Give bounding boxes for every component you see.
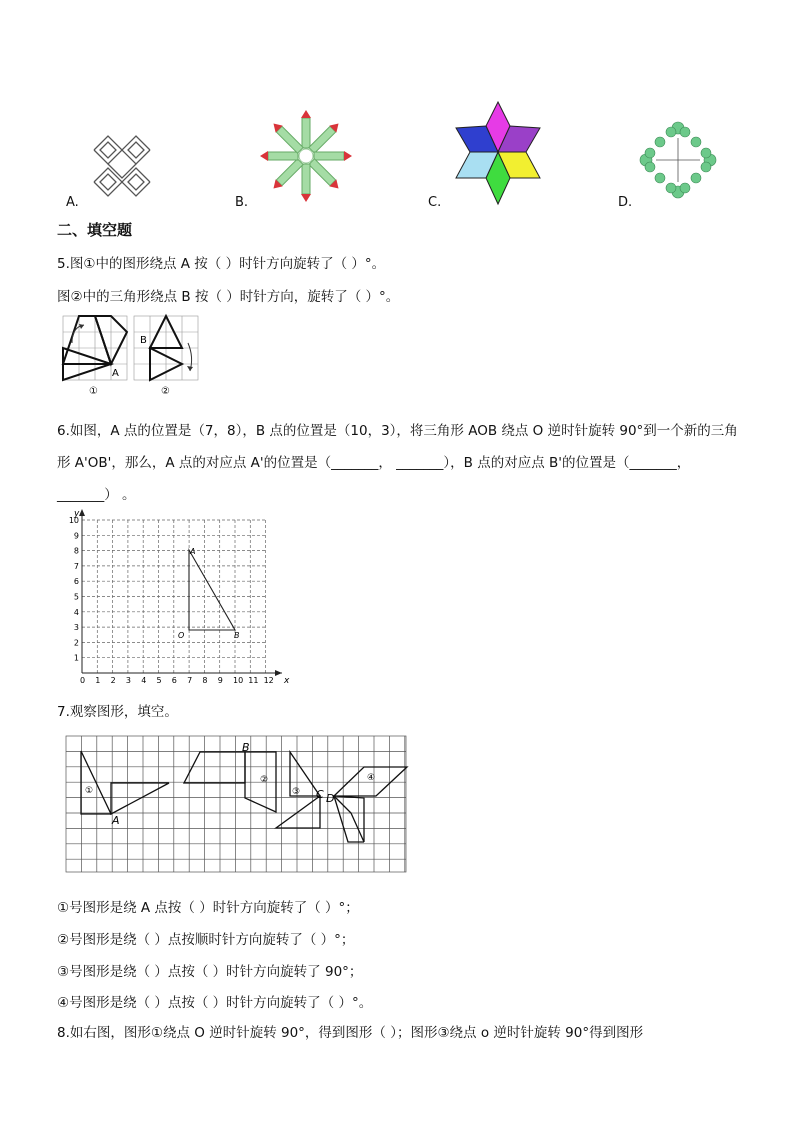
q5-line2: 图②中的三角形绕点 B 按（ ）时针方向，旋转了（ ）°。 [57,289,400,305]
q6-x-tick: 5 [156,676,162,685]
option-d-figure [636,118,720,202]
q6-y-tick: 8 [73,546,79,556]
q6-x-tick: 2 [110,676,116,685]
option-b-figure [258,108,354,204]
q6-y-tick: 1 [73,653,79,663]
q6-triangle-aob [189,550,235,630]
q6-line2: 形 A'OB'，那么，A 点的对应点 A'的位置是（_______， _______），B 点的对应点 B'的位置是（_______， [57,455,691,471]
q7-item3: ③号图形是绕（ ）点按（ ）时针方向旋转了 90°； [57,964,363,980]
q6-x-tick: 1 [95,676,101,685]
q7-label-1: ① [85,786,94,796]
q7-point-a: A [112,814,120,827]
q6-y-tick: 10 [68,516,79,525]
q7-label-4: ④ [367,773,376,783]
q5-line1: 5.图①中的图形绕点 A 按（ ）时针方向旋转了（ ）°。 [57,256,386,272]
q6-y-tick: 9 [73,531,79,541]
q6-x-tick: 12 [263,676,274,685]
q7-shape1b [111,783,169,814]
q5-figure [60,313,205,399]
q6-x-tick: 4 [141,676,147,685]
q6-x-tick: 7 [187,676,193,685]
q6-y-tick: 5 [73,592,79,602]
q7-point-c: C [316,788,324,801]
q7-shape4b [334,796,364,842]
q7-label-3: ③ [292,787,301,797]
q6-y-tick: 6 [73,577,79,587]
option-a-label: A. [66,195,79,210]
q5-point-a: A [112,368,119,379]
q6-x-tick: 9 [217,676,223,685]
q6-x-tick: 6 [171,676,177,685]
q6-point-a: A [190,547,196,556]
q5-point-b: B [140,335,147,346]
q7-item4: ④号图形是绕（ ）点按（ ）时针方向旋转了（ ）°。 [57,995,373,1011]
q7-point-b: B [242,741,250,754]
q6-y-tick: 3 [73,623,79,633]
q7-figure [64,734,410,876]
q6-x-tick: 11 [248,676,259,685]
q6-coordinate-grid [60,505,300,687]
section-title: 二、填空题 [57,221,133,239]
q7-point-d: D [326,792,335,805]
option-b-label: B. [235,195,249,210]
q6-x-tick: 0 [80,676,86,685]
option-d-label: D. [618,195,633,210]
q6-line3: _______） 。 [57,487,136,503]
q6-x-tick: 10 [233,676,244,685]
q6-point-o: O [178,631,185,640]
option-c-label: C. [428,195,442,210]
q5-fig2-label: ② [161,386,170,397]
q6-y-label: y [74,509,80,519]
q7-label-2: ② [260,775,269,785]
q6-x-label: x [284,676,290,686]
q6-y-tick: 2 [73,638,79,648]
q7-grid-border [66,736,406,872]
q5-fig1-label: ① [89,386,98,397]
q7-shape2a [184,752,245,783]
q6-x-tick: 3 [125,676,131,685]
q7-item1: ①号图形是绕 A 点按（ ）时针方向旋转了（ ）°； [57,900,359,916]
q7-item2: ②号图形是绕（ ）点按顺时针方向旋转了（ ）°； [57,932,355,948]
option-a-figure [88,132,160,202]
q6-y-tick: 7 [73,561,79,571]
q8-line1: 8.如右图，图形①绕点 O 逆时针旋转 90°，得到图形（ ）；图形③绕点 o 逆时针旋转 90°得到图形 [57,1025,644,1041]
option-c-figure [452,100,544,208]
q6-y-tick: 4 [73,607,79,617]
q7-title: 7.观察图形，填空。 [57,704,178,720]
q6-x-tick: 8 [202,676,208,685]
q7-shape3b [276,796,320,828]
q5-arrow1 [72,325,84,343]
q6-line1: 6.如图，A 点的位置是（7，8），B 点的位置是（10，3），将三角形 AOB 绕点 O 逆时针旋转 90°到一个新的三角 [57,423,738,439]
q6-point-b: B [234,631,240,640]
